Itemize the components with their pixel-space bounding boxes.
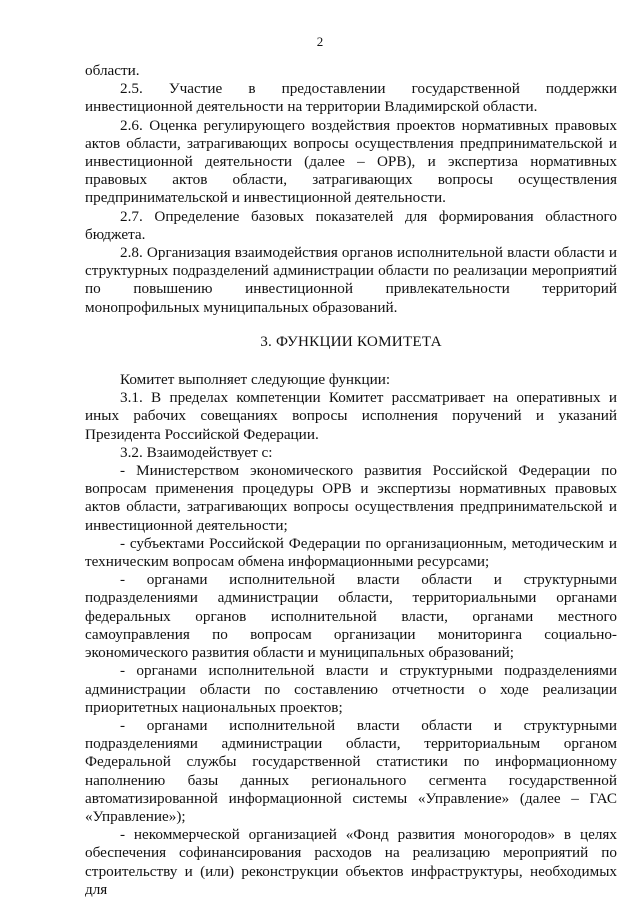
list-item: - органами исполнительной власти области и структурными подразделениями администрации области, территориальными органами федеральных органов исполнительной власти, органами местного самоуправления по вопросам организации мониторинга социально-экономического развития области и муниципальных образований; <box>85 571 617 662</box>
list-item: - органами исполнительной власти и структурными подразделениями администрации области по составлению отчетности о ходе реализации приоритетных национальных проектов; <box>85 662 617 716</box>
page-number: 2 <box>316 34 324 49</box>
paragraph-2-8: 2.8. Организация взаимодействия органов исполнительной власти области и структурных подразделений администрации области по реализации мероприятий по повышению инвестиционной привлекательности территорий монопрофильных муниципальных образований. <box>85 244 617 316</box>
paragraph-3-2: 3.2. Взаимодействует с: <box>120 443 273 461</box>
list-item: - Министерством экономического развития Российской Федерации по вопросам применения процедуры ОРВ и экспертизы нормативных правовых актов области, затрагивающих вопросы осуществления предпринимательской и инвестиционной деятельности; <box>85 462 617 534</box>
section-heading: 3. ФУНКЦИИ КОМИТЕТА <box>260 332 442 350</box>
list-item: - органами исполнительной власти области и структурными подразделениями администрации области, территориальным органом Федеральной службы государственной статистики по информационному наполнению базы данных регионального сегмента государственной автоматизированной информационной системы «Управление» (далее – ГАС «Управление»); <box>85 716 617 825</box>
list-item: - субъектами Российской Федерации по организационным, методическим и техническим вопросам обмена информационными ресурсами; <box>85 534 617 571</box>
paragraph-3-1: 3.1. В пределах компетенции Комитет рассматривает на оперативных и иных рабочих совещаниях вопросы исполнения поручений и указаний Президента Российской Федерации. <box>85 389 617 443</box>
paragraph-2-6: 2.6. Оценка регулирующего воздействия проектов нормативных правовых актов области, затрагивающих вопросы осуществления предпринимательской и инвестиционной деятельности (далее – ОРВ), и экспертиза нормативных правовых актов области, затрагивающих вопросы осуществления предпринимательской и инвестиционной деятельности. <box>85 116 617 207</box>
paragraph-2-7: 2.7. Определение базовых показателей для формирования областного бюджета. <box>85 207 617 243</box>
paragraph-continuation: области. <box>85 62 140 79</box>
document-body <box>85 62 617 899</box>
paragraph-2-5: 2.5. Участие в предоставлении государственной поддержки инвестиционной деятельности на территории Владимирской области. <box>85 80 617 116</box>
paragraph-intro: Комитет выполняет следующие функции: <box>120 371 391 389</box>
list-item: - некоммерческой организацией «Фонд развития моногородов» в целях обеспечения софинансирования расходов на реализацию мероприятий по строительству и (или) реконструкции объектов инфраструктуры, необходимых для <box>85 826 617 898</box>
